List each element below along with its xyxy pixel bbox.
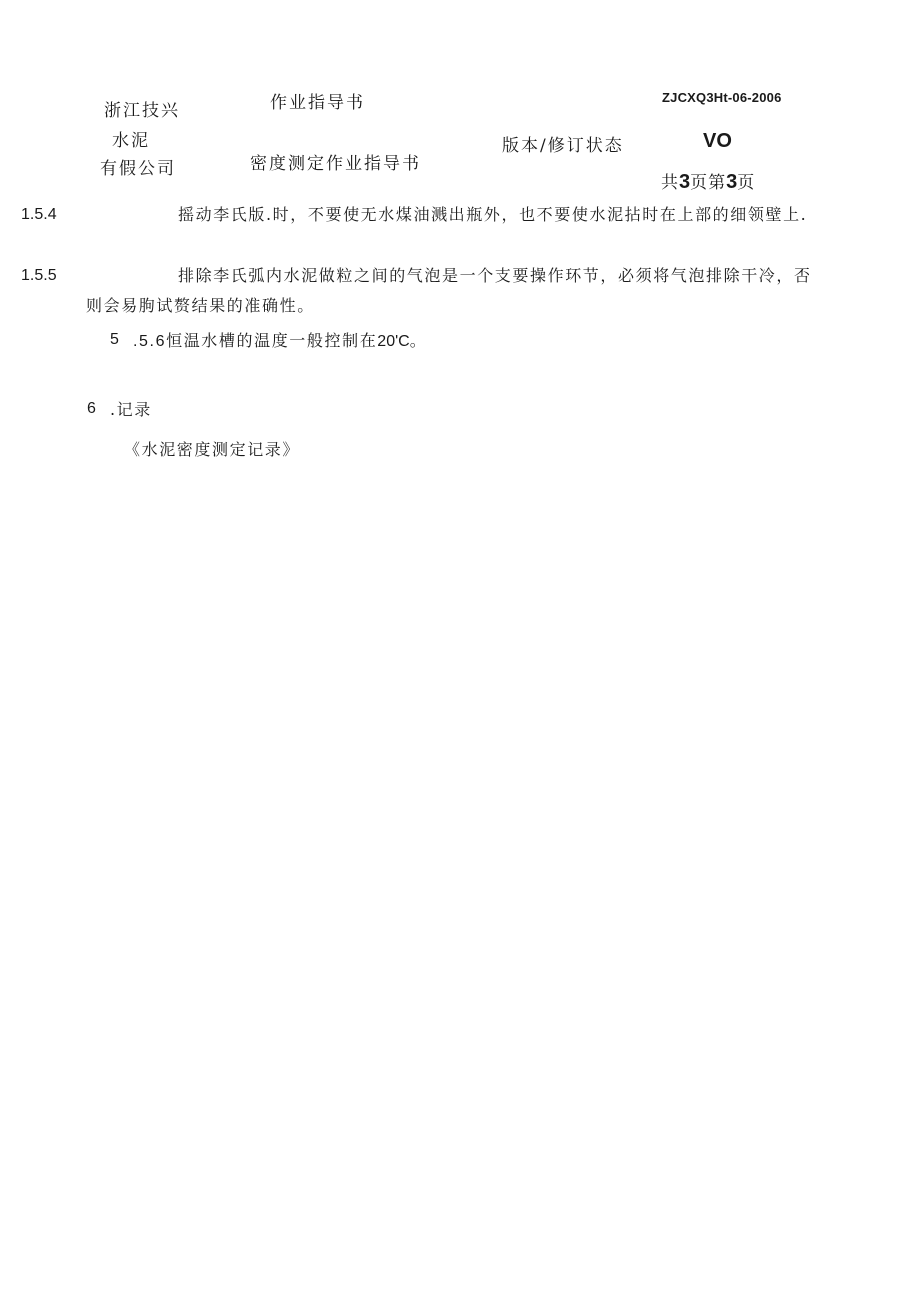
- item-5-5-6-end: 。: [409, 331, 428, 350]
- page-count-suffix: 页: [737, 173, 756, 193]
- item-5-5-6-number-a: 5: [110, 331, 119, 348]
- item-1-5-5-text: 排除李氏弧内水泥做粒之间的气泡是一个支要操作环节，必须将气泡排除干冷，否则会易朐试赘结果的准确性。: [86, 266, 812, 315]
- item-5-5-6-text: 恒温水槽的温度一般控制在: [166, 331, 378, 350]
- page-count-prefix: 共: [661, 173, 679, 193]
- item-1-5-5-number: 1.5.5: [21, 267, 57, 284]
- record-item: 《水泥密度测定记录》: [124, 440, 301, 459]
- version-value: VO: [703, 130, 732, 152]
- item-5-5-6: [133, 326, 427, 356]
- version-label: 版本/修订状态: [502, 136, 624, 156]
- company-name-line2: 水泥: [112, 131, 150, 151]
- page-total: 3: [679, 171, 691, 193]
- document-code: ZJCXQ3Ht-06-2006: [662, 90, 782, 105]
- section-6-title: .记录: [110, 400, 152, 419]
- page-current: 3: [726, 171, 738, 193]
- document-title: 密度测定作业指导书: [250, 154, 421, 174]
- item-5-5-6-number-b: .5.6: [133, 333, 167, 350]
- item-5-5-6-temperature: 20'C: [377, 333, 410, 350]
- section-6-number: 6: [87, 400, 96, 417]
- item-1-5-5: [21, 261, 820, 321]
- document-type: 作业指导书: [270, 93, 365, 113]
- company-name-line1: 浙江技兴: [104, 101, 180, 121]
- page-count: [661, 168, 755, 194]
- page-count-middle: 页第: [690, 173, 727, 193]
- item-1-5-4-number: 1.5.4: [21, 206, 57, 223]
- item-1-5-4: [21, 200, 820, 230]
- company-name-line3: 有假公司: [100, 159, 176, 179]
- item-1-5-4-text: 摇动李氏版.时，不要使无水煤油溅出瓶外，也不要使水泥拈时在上部的细领壁上.: [178, 205, 808, 224]
